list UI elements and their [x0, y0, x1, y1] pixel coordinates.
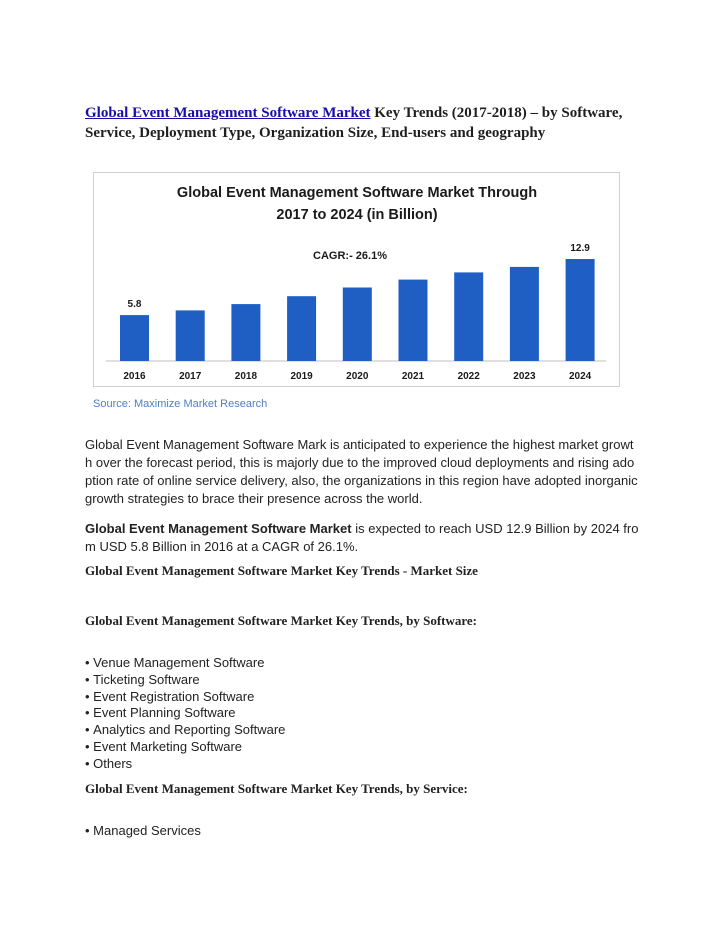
paragraph-forecast-rest: is expected to reach USD 12.9 Billion by 2024 from USD 5.8 Billion in 2016 at a CAGR of 26.1%.	[85, 521, 639, 554]
list-item: • Event Marketing Software	[85, 739, 285, 756]
bar-2017	[176, 310, 205, 361]
market-link[interactable]: Global Event Management Software Market	[85, 105, 371, 121]
bar-2024	[566, 259, 595, 361]
paragraph-forecast-bold: Global Event Management Software Market	[85, 521, 352, 536]
bar-2022	[454, 272, 483, 361]
list-item: • Managed Services	[85, 823, 201, 840]
chart-source: Source: Maximize Market Research	[93, 398, 268, 410]
chart-title-line1: Global Event Management Software Market Through	[176, 185, 538, 201]
x-tick-label: 2016	[123, 371, 146, 382]
software-list	[85, 655, 285, 773]
list-item: • Analytics and Reporting Software	[85, 722, 285, 739]
bar-chart	[93, 172, 620, 387]
list-item: • Others	[85, 756, 285, 773]
heading-rest: Key Trends (2017-2018) – by Software, Service, Deployment Type, Organization Size, End-users and geography	[85, 105, 623, 141]
x-tick-label: 2022	[457, 371, 480, 382]
x-tick-label: 2021	[401, 371, 425, 382]
subheading-market-size: Global Event Management Software Market Key Trends - Market Size	[85, 563, 478, 578]
x-tick-label: 2023	[513, 371, 536, 382]
x-tick-label: 2019	[290, 371, 313, 382]
list-item: • Event Planning Software	[85, 705, 285, 722]
data-label: 5.8	[127, 299, 142, 311]
bar-2019	[287, 296, 316, 361]
bar-2020	[343, 288, 372, 362]
bar-2018	[231, 304, 260, 361]
x-tick-label: 2024	[568, 371, 592, 382]
bar-2021	[399, 280, 428, 361]
subheading-software: Global Event Management Software Market Key Trends, by Software:	[85, 613, 478, 628]
data-label: 12.9	[570, 243, 590, 254]
x-tick-label: 2020	[346, 371, 369, 382]
list-item: • Event Registration Software	[85, 689, 285, 706]
subheading-service: Global Event Management Software Market Key Trends, by Service:	[85, 781, 468, 796]
chart-cagr-annotation: CAGR:- 26.1%	[313, 250, 387, 262]
bar-2016	[120, 315, 149, 361]
page-heading	[85, 103, 645, 143]
x-tick-label: 2018	[234, 371, 258, 382]
list-item: • Venue Management Software	[85, 655, 285, 672]
list-item: • Ticketing Software	[85, 672, 285, 689]
paragraph-overview: Global Event Management Software Mark is anticipated to experience the highest market growth over the forecast period, this is majorly due to the improved cloud deployments and rising adoption rate of online service delivery, also, the organizations in this region have adopted inorganic growth strategies to brace their presence across the world.	[85, 437, 638, 506]
chart-title-line2: 2017 to 2024 (in Billion)	[276, 207, 438, 223]
paragraph-forecast	[85, 520, 640, 556]
service-list	[85, 823, 201, 840]
x-tick-label: 2017	[179, 371, 202, 382]
bar-2023	[510, 267, 539, 361]
chart-svg	[94, 173, 621, 388]
